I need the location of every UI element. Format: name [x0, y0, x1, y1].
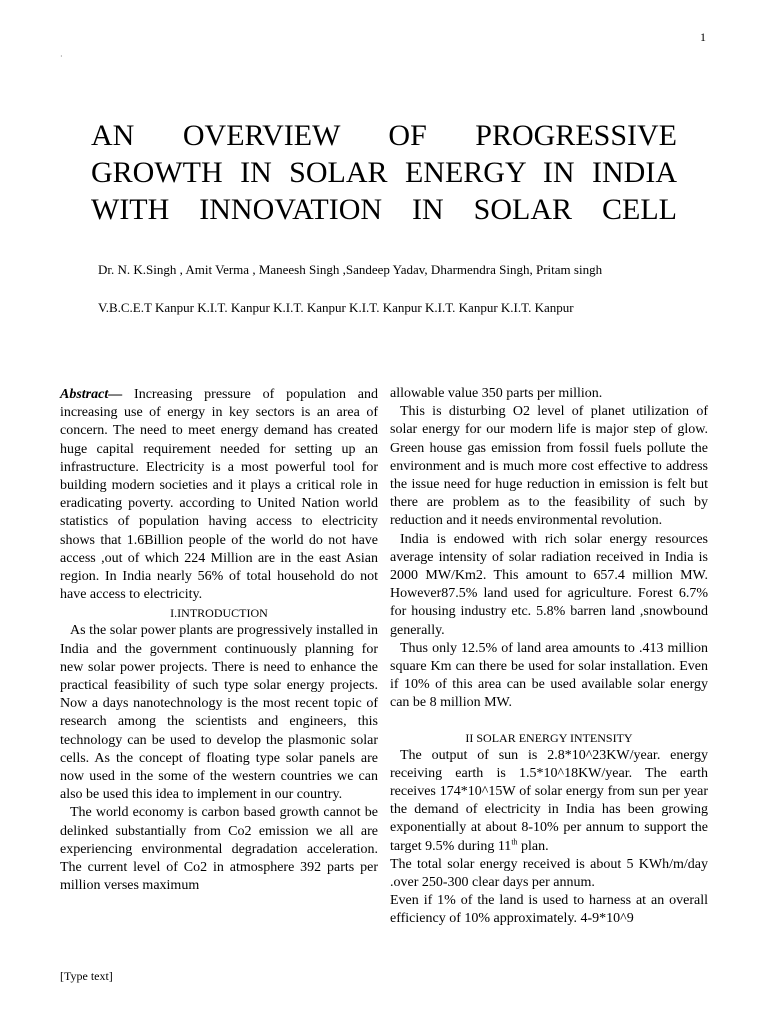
right-paragraph-4 [390, 747, 708, 856]
abstract-paragraph [60, 386, 378, 604]
right-paragraph-5: The total solar energy received is about 5 KWh/m/day .over 250-300 clear days per annum. [390, 856, 708, 891]
abstract-text: Increasing pressure of population and increasing use of energy in key sectors is an area of concern. The need to meet energy demand has created huge capital requirement needed for setting up an infrastructure. Electricity is a most powerful tool for building modern societies and it plays a critical role in eradicating poverty. according to United Nation world statistics of population having access to electricity shows that 1.6Billion people of the world do not have access ,out of which 224 Million are in the east Asian region. In India nearly 56% of total household do not have access to electricity. [60, 387, 378, 603]
title-line-1: AN OVERVIEW OF PROGRESSIVE [91, 119, 677, 152]
right-paragraph-3: Thus only 12.5% of land area amounts to .413 million square Km can there be used for solar installation. Even if 10% of this area can be used available solar energy can be 8 million MW. [390, 640, 708, 711]
stray-mark: · [60, 52, 63, 61]
introduction-paragraph-1: As the solar power plants are progressively installed in India and the government continuously planning for new solar power projects. There is need to enhance the practical feasibility of such type solar energy projects. Now a days nanotechnology is the most recent topic of research among the scientists and engineers, this technology can be used to develop the plasmonic solar cells. As the concept of floating type solar panels are now used in the some of the western countries we can also be used this idea to implement in our country. [60, 623, 378, 803]
right-paragraph-6: Even if 1% of the land is used to harness at an overall efficiency of 10% approximately. 4-9*10^9 [390, 893, 708, 927]
title-line-2: GROWTH IN SOLAR ENERGY IN INDIA [91, 156, 677, 189]
right-column [390, 385, 708, 929]
affiliations-line: V.B.C.E.T Kanpur K.I.T. Kanpur K.I.T. Kanpur K.I.T. Kanpur K.I.T. Kanpur K.I.T. Kanpur [98, 300, 574, 315]
introduction-heading: I.INTRODUCTION [170, 606, 268, 621]
left-column [60, 386, 378, 895]
section-2-heading: II SOLAR ENERGY INTENSITY [465, 730, 633, 745]
p4-text-end: plan. [517, 838, 549, 854]
right-paragraph-0: allowable value 350 parts per million. [390, 386, 603, 401]
authors-line: Dr. N. K.Singh , Amit Verma , Maneesh Singh ,Sandeep Yadav, Dharmendra Singh, Pritam singh [98, 262, 603, 277]
ordinal-superscript: th [511, 837, 518, 847]
title-line-3: WITH INNOVATION IN SOLAR CELL [91, 193, 677, 226]
section-gap [390, 713, 708, 729]
page-footer: [Type text] [60, 969, 113, 983]
paper-title [91, 117, 677, 228]
right-paragraph-1: This is disturbing O2 level of planet utilization of solar energy for our modern life is major step of glow. Green house gas emission from fossil fuels pollute the environment and is much more cost effective to address the issue need for huge reduction in emission is felt but there are problem as to the feasibility of such by reduction and it needs environmental revolution. [390, 404, 708, 529]
page-number: 1 [700, 30, 706, 44]
abstract-label: Abstract— [60, 387, 123, 402]
p4-text: The output of sun is 2.8*10^23KW/year. energy receiving earth is 1.5*10^18KW/year. The earth receives 174*10^15W of solar energy from sun per year the demand of electricity in India has been growing exponentially at about 8-10% per annum to support the target 9.5% during 11 [390, 747, 708, 854]
introduction-paragraph-2: The world economy is carbon based growth cannot be delinked substantially from Co2 emission we all are experiencing environmental degradation acceleration. The current level of Co2 in atmosphere 392 parts per million verses maximum [60, 805, 378, 894]
right-paragraph-2: India is endowed with rich solar energy resources average intensity of solar radiation received in India is 2000 MW/Km2. This amount to 657.4 million MW. However87.5% land used for agriculture. Forest 6.7% for housing industry etc. 5.8% barren land ,snowbound generally. [390, 531, 708, 638]
